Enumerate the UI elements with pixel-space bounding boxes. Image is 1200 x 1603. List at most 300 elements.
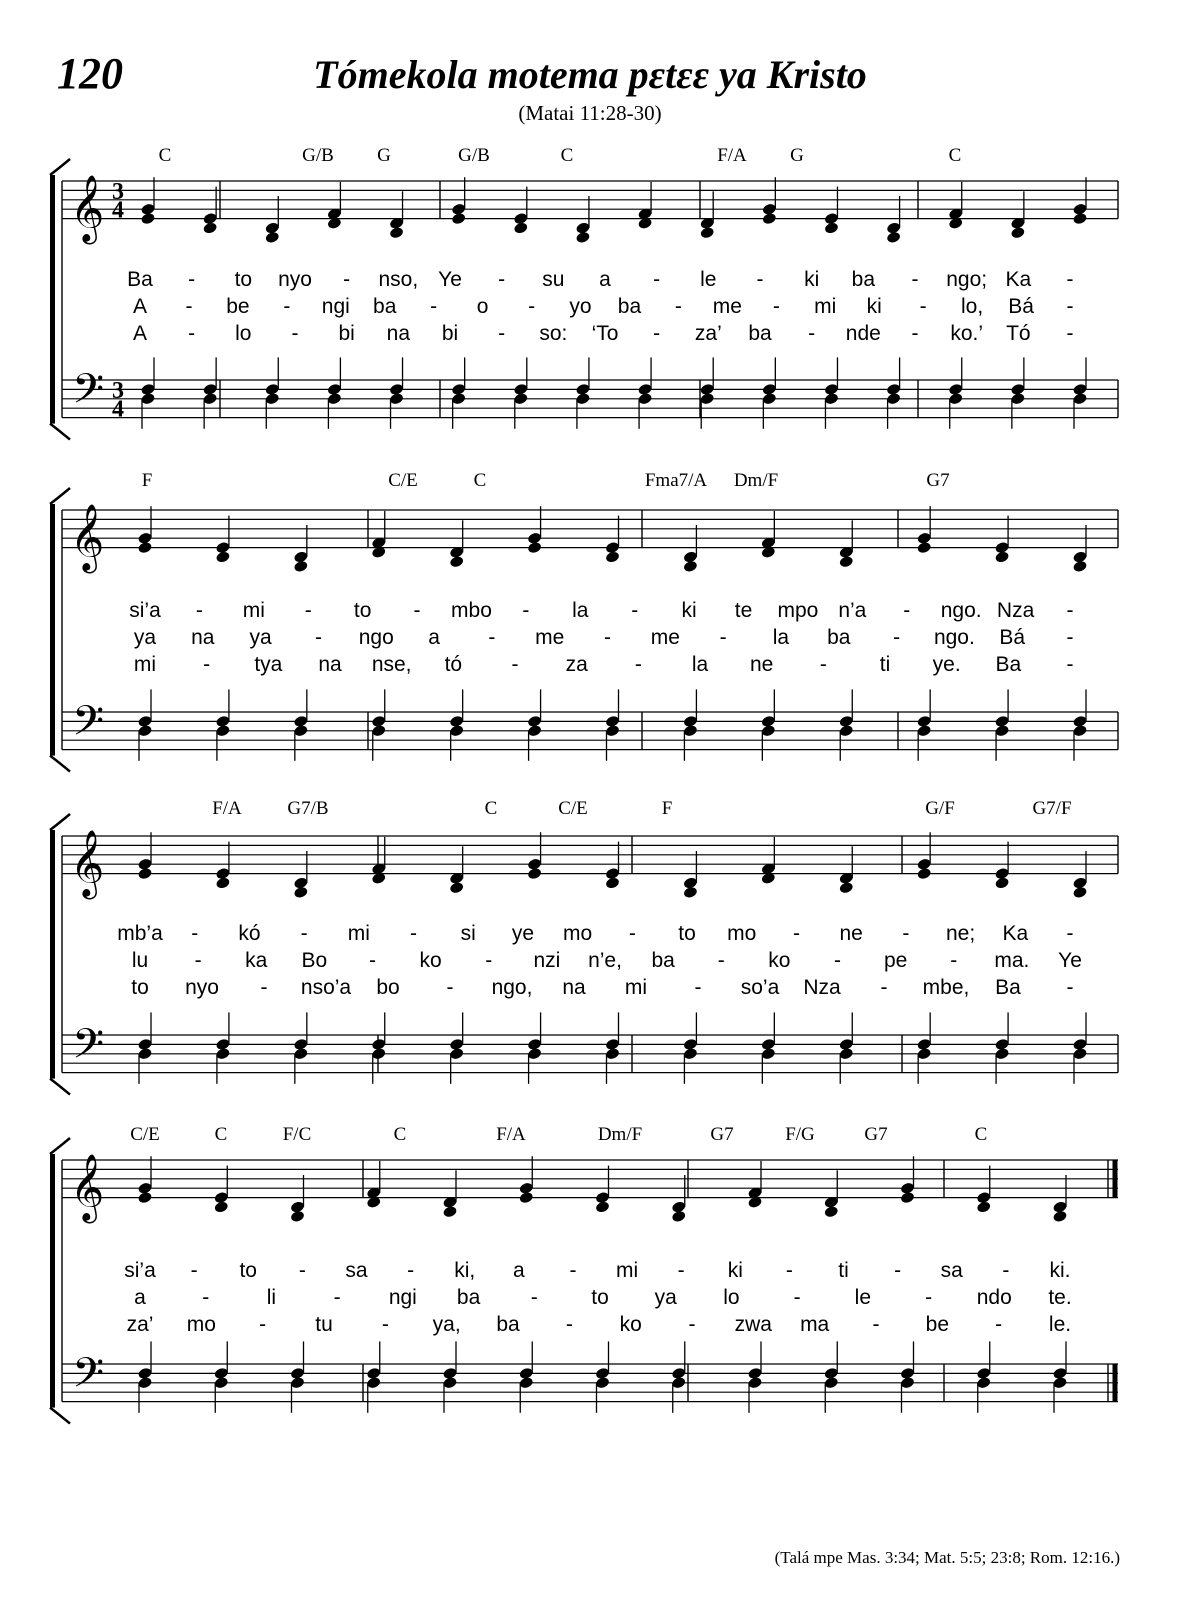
chord-symbol: G7/F (1032, 798, 1072, 819)
lyric-syllable: bi (441, 322, 459, 345)
treble-note (916, 867, 931, 880)
chord-symbol: C/E (130, 1124, 160, 1145)
hymn-title: Tómekola motema pɛtɛɛ ya Kristo (313, 52, 867, 97)
lyric-hyphen: - (511, 653, 519, 676)
treble-note (839, 881, 854, 894)
lyric-hyphen: - (902, 922, 910, 945)
lyric-syllable: ne (839, 922, 863, 945)
lyric-syllable: Ye (438, 268, 462, 291)
lyric-syllable: to (353, 599, 372, 622)
lyric-hyphen: - (950, 949, 958, 972)
chord-symbol: F/A (496, 1124, 526, 1145)
bracket-hook (50, 756, 70, 772)
lyric-syllable: a (512, 1259, 525, 1282)
lyric-syllable: ngo. (933, 626, 975, 649)
lyric-syllable: me (650, 626, 680, 649)
treble-note (824, 221, 839, 234)
bracket-hook (50, 1079, 70, 1095)
treble-note (215, 550, 230, 563)
lyric-syllable: ngi (388, 1286, 417, 1309)
lyric-hyphen: - (995, 1313, 1003, 1336)
treble-note (683, 886, 698, 899)
lyric-hyphen: - (185, 295, 193, 318)
lyric-syllable: to (234, 268, 253, 291)
lyric-syllable: sa (345, 1259, 368, 1282)
lyric-hyphen: - (834, 949, 841, 972)
lyric-hyphen: - (485, 949, 493, 972)
chord-symbol: C (158, 145, 172, 166)
lyric-hyphen: - (792, 922, 800, 945)
lyric-syllable: le. (1048, 1313, 1072, 1336)
lyric-hyphen: - (793, 1286, 801, 1309)
lyric-syllable: me (535, 626, 565, 649)
lyric-syllable: ko.’ (950, 322, 984, 345)
treble-note (976, 1200, 991, 1213)
treble-note (886, 231, 901, 244)
hymn-number: 120 (57, 49, 123, 98)
lyric-syllable: ya (133, 626, 157, 649)
treble-note (214, 1200, 229, 1213)
lyric-hyphen: - (407, 1259, 415, 1282)
lyric-syllable: mi (624, 976, 648, 999)
lyric-syllable: ngo; (946, 268, 988, 291)
lyric-syllable: le (700, 268, 717, 291)
treble-note (451, 212, 466, 225)
treble-clef-icon: 𝄞 (70, 173, 105, 242)
lyric-syllable: mi (615, 1259, 639, 1282)
treble-note (449, 881, 464, 894)
lyric-syllable: ngi (321, 295, 350, 318)
chord-symbol: G7 (864, 1124, 888, 1145)
lyric-syllable: o (476, 295, 489, 318)
lyric-syllable: te. (1048, 1286, 1072, 1309)
lyric-syllable: Ye (1058, 949, 1082, 972)
lyric-syllable: sa (940, 1259, 963, 1282)
lyric-hyphen: - (259, 1313, 267, 1336)
treble-note (994, 550, 1009, 563)
lyric-syllable: to (591, 1286, 609, 1309)
treble-note (683, 560, 698, 573)
lyric-syllable: a (134, 1286, 146, 1309)
system-bracket (50, 1154, 55, 1408)
chord-symbol: F/A (212, 798, 242, 819)
chord-symbol: Fma7/A (644, 470, 708, 491)
treble-note (202, 221, 217, 234)
lyric-hyphen: - (911, 322, 919, 345)
lyric-hyphen: - (919, 295, 927, 318)
treble-note (519, 1191, 534, 1204)
chord-symbol: G/B (302, 145, 334, 166)
lyric-syllable: mi (347, 922, 370, 945)
chord-symbol: C (473, 470, 487, 491)
lyric-hyphen: - (381, 1313, 389, 1336)
treble-note (916, 541, 931, 554)
lyric-syllable: be (226, 295, 250, 318)
lyric-hyphen: - (880, 976, 888, 999)
lyric-syllable: za’ (126, 1313, 154, 1336)
lyric-hyphen: - (190, 1259, 198, 1282)
system-bracket (50, 830, 55, 1079)
lyric-syllable: ba (851, 268, 876, 291)
chord-symbol: C/E (388, 470, 418, 491)
lyric-hyphen: - (191, 922, 199, 945)
bass-clef-icon: 𝄢 (72, 697, 105, 755)
lyric-syllable: ba (827, 626, 851, 649)
treble-note (215, 876, 230, 889)
lyric-syllable: A (132, 322, 148, 345)
lyric-syllable: mo (727, 922, 757, 945)
lyric-syllable: ye. (932, 653, 961, 676)
lyric-hyphen: - (677, 1259, 685, 1282)
lyric-syllable: ti (838, 1259, 849, 1282)
lyric-syllable: n’a (838, 599, 867, 622)
lyric-syllable: ba (651, 949, 675, 972)
chord-symbol: C (484, 798, 498, 819)
lyric-syllable: li (266, 1286, 277, 1309)
footnote-references: (Talá mpe Mas. 3:34; Mat. 5:5; 23:8; Rom. 12:16.) (774, 1548, 1120, 1567)
lyric-syllable: a (428, 626, 440, 649)
treble-clef-icon: 𝄞 (70, 828, 105, 897)
chord-symbol: F/G (785, 1124, 815, 1145)
bracket-hook (50, 424, 70, 440)
lyric-hyphen: - (674, 295, 682, 318)
lyric-syllable: lo, (961, 295, 984, 318)
lyric-syllable: nso, (378, 268, 419, 291)
chord-symbol: G7/B (287, 798, 329, 819)
lyric-syllable: ki (727, 1259, 743, 1282)
chord-symbol: G (790, 145, 804, 166)
chord-symbol: F (141, 470, 153, 491)
lyric-hyphen: - (628, 922, 636, 945)
treble-note (839, 555, 854, 568)
lyric-syllable: n’e, (588, 949, 622, 972)
bass-clef-icon: 𝄢 (72, 1020, 105, 1078)
lyric-hyphen: - (530, 1286, 538, 1309)
lyric-syllable: nyo (185, 976, 219, 999)
lyric-hyphen: - (410, 922, 418, 945)
time-signature-top: 3 (112, 377, 124, 404)
lyric-syllable: tya (254, 653, 283, 676)
lyric-syllable: ne (749, 653, 774, 676)
lyric-syllable: le (854, 1286, 872, 1309)
treble-note (595, 1200, 610, 1213)
lyric-hyphen: - (604, 626, 611, 649)
lyric-syllable: si (460, 922, 476, 945)
treble-note (293, 886, 308, 899)
treble-note (137, 541, 152, 554)
treble-note (671, 1210, 686, 1223)
lyric-syllable: so’a (740, 976, 780, 999)
treble-note (527, 867, 542, 880)
lyric-hyphen: - (1066, 268, 1074, 291)
treble-note (605, 550, 620, 563)
lyric-hyphen: - (333, 1286, 341, 1309)
system-bracket (50, 175, 55, 424)
lyric-syllable: ngo. (940, 599, 982, 622)
lyric-syllable: na (318, 653, 342, 676)
lyric-syllable: mi (133, 653, 157, 676)
lyric-syllable: ngo, (491, 976, 533, 999)
lyric-syllable: mbe, (922, 976, 970, 999)
treble-note (265, 231, 280, 244)
scripture-reference: (Matai 11:28-30) (518, 101, 662, 125)
lyric-syllable: ndo (976, 1286, 1012, 1309)
lyric-hyphen: - (260, 976, 268, 999)
system-bracket (50, 504, 55, 756)
bracket-hook (50, 1138, 70, 1154)
chord-symbol: G (377, 145, 391, 166)
lyric-syllable: ma (800, 1313, 830, 1336)
lyric-syllable: lo (235, 322, 252, 345)
system-4 (50, 1124, 1118, 1424)
lyric-syllable: te (734, 599, 753, 622)
lyric-hyphen: - (1002, 1259, 1010, 1282)
lyric-syllable: na (386, 322, 411, 345)
lyric-syllable: me (712, 295, 742, 318)
lyric-syllable: na (191, 626, 215, 649)
lyric-syllable: si’a (124, 1259, 156, 1282)
lyric-hyphen: - (1066, 322, 1074, 345)
lyric-syllable: Nza (996, 599, 1035, 622)
lyric-hyphen: - (653, 268, 661, 291)
lyric-syllable: ko (419, 949, 442, 972)
treble-note (900, 1191, 915, 1204)
chord-symbol: F (661, 798, 673, 819)
lyric-syllable: Ba (995, 976, 1021, 999)
chord-symbol: Dm/F (733, 470, 779, 491)
lyric-syllable: mi (242, 599, 265, 622)
system-3 (50, 798, 1118, 1095)
treble-note (575, 231, 590, 244)
lyric-hyphen: - (1066, 295, 1074, 318)
chord-symbol: F/C (282, 1124, 312, 1145)
lyric-syllable: ya (654, 1286, 677, 1309)
lyric-hyphen: - (1066, 653, 1074, 676)
lyric-hyphen: - (893, 626, 901, 649)
lyric-hyphen: - (498, 268, 506, 291)
lyric-hyphen: - (1066, 976, 1074, 999)
bass-clef-icon: 𝄢 (72, 1349, 105, 1407)
lyric-syllable: za’ (694, 322, 722, 345)
lyric-syllable: su (542, 268, 565, 291)
lyric-syllable: be (925, 1313, 950, 1336)
treble-note (140, 212, 155, 225)
treble-note (1072, 212, 1087, 225)
lyric-syllable: ti (879, 653, 891, 676)
treble-note (449, 555, 464, 568)
lyric-syllable: to (131, 976, 149, 999)
lyric-hyphen: - (1066, 599, 1074, 622)
lyric-hyphen: - (203, 653, 211, 676)
bracket-hook (50, 159, 70, 175)
time-signature-top: 3 (112, 178, 124, 205)
lyric-hyphen: - (653, 322, 661, 345)
chord-symbol: F/A (717, 145, 747, 166)
lyric-hyphen: - (300, 922, 308, 945)
treble-note (290, 1210, 305, 1223)
treble-note (1072, 560, 1087, 573)
lyric-syllable: nde (845, 322, 881, 345)
chord-symbol: C (393, 1124, 407, 1145)
lyric-hyphen: - (498, 322, 506, 345)
lyric-hyphen: - (808, 322, 816, 345)
lyric-syllable: bi (338, 322, 355, 345)
lyric-hyphen: - (903, 599, 911, 622)
lyric-syllable: ko (619, 1313, 642, 1336)
lyric-syllable: tó (444, 653, 463, 676)
lyric-hyphen: - (369, 949, 376, 972)
lyric-syllable: ‘To (591, 322, 619, 345)
treble-note (605, 876, 620, 889)
lyric-syllable: mbo (451, 599, 492, 622)
lyric-syllable: Bo (301, 949, 328, 972)
lyric-syllable: lu (131, 949, 149, 972)
lyric-hyphen: - (1066, 626, 1074, 649)
lyric-syllable: mb’a (117, 922, 163, 945)
lyric-syllable: to (239, 1259, 257, 1282)
lyric-hyphen: - (872, 1313, 880, 1336)
treble-note (762, 212, 777, 225)
treble-clef-icon: 𝄞 (70, 1152, 105, 1221)
bracket-hook (50, 488, 70, 504)
lyric-hyphen: - (772, 295, 780, 318)
lyric-hyphen: - (194, 949, 202, 972)
lyric-hyphen: - (785, 1259, 793, 1282)
lyric-hyphen: - (819, 653, 827, 676)
system-1 (50, 145, 1118, 440)
lyric-hyphen: - (188, 322, 196, 345)
lyric-syllable: ba (496, 1313, 520, 1336)
lyric-syllable: nzi (533, 949, 561, 972)
bass-clef-icon: 𝄢 (72, 365, 105, 423)
lyric-syllable: mo (186, 1313, 216, 1336)
lyric-syllable: Tó (1006, 322, 1031, 345)
lyric-hyphen: - (202, 1286, 210, 1309)
lyric-syllable: ya, (432, 1313, 461, 1336)
chord-symbol: C (214, 1124, 228, 1145)
lyric-syllable: ki. (1049, 1259, 1071, 1282)
lyric-hyphen: - (634, 653, 642, 676)
lyric-syllable: ko (768, 949, 791, 972)
lyric-hyphen: - (688, 1313, 696, 1336)
lyric-syllable: A (132, 295, 148, 318)
lyric-hyphen: - (528, 295, 536, 318)
lyric-hyphen: - (911, 268, 919, 291)
lyric-hyphen: - (283, 295, 291, 318)
lyric-hyphen: - (717, 949, 725, 972)
lyric-syllable: Bá (1008, 295, 1034, 318)
lyric-syllable: lo (723, 1286, 740, 1309)
treble-note (699, 226, 714, 239)
chord-symbol: Dm/F (597, 1124, 643, 1145)
lyric-hyphen: - (304, 599, 312, 622)
treble-note (1010, 226, 1025, 239)
lyric-syllable: ba (748, 322, 772, 345)
lyric-hyphen: - (446, 976, 454, 999)
lyric-hyphen: - (756, 268, 764, 291)
lyric-hyphen: - (430, 295, 438, 318)
lyric-syllable: Ba (127, 268, 153, 291)
lyric-syllable: nyo (278, 268, 312, 291)
lyric-syllable: ngo (358, 626, 394, 649)
lyric-syllable: a (599, 268, 611, 291)
chord-symbol: G/F (925, 798, 955, 819)
lyric-syllable: yo (569, 295, 592, 318)
treble-note (1052, 1210, 1067, 1223)
lyric-syllable: ya (249, 626, 272, 649)
lyric-syllable: ne; (945, 922, 976, 945)
chord-symbol: G7 (710, 1124, 734, 1145)
lyric-syllable: nso’a (300, 976, 352, 999)
system-2 (50, 470, 1118, 772)
treble-clef-icon: 𝄞 (70, 502, 105, 571)
lyric-syllable: mpo (777, 599, 819, 622)
lyric-syllable: la (772, 626, 790, 649)
treble-note (389, 226, 404, 239)
chord-symbol: C (560, 145, 574, 166)
lyric-syllable: Bá (999, 626, 1026, 649)
lyric-syllable: ba (373, 295, 397, 318)
lyric-syllable: mi (814, 295, 837, 318)
lyric-hyphen: - (343, 268, 351, 291)
lyric-syllable: ki (804, 268, 820, 291)
lyric-syllable: Nza (803, 976, 841, 999)
lyric-hyphen: - (522, 599, 530, 622)
treble-note (293, 560, 308, 573)
lyric-hyphen: - (314, 626, 322, 649)
lyric-syllable: Ka (1005, 268, 1032, 291)
lyric-hyphen: - (1066, 922, 1074, 945)
lyric-syllable: to (678, 922, 696, 945)
treble-note (994, 876, 1009, 889)
lyric-syllable: ka (245, 949, 268, 972)
lyric-syllable: nse, (371, 653, 412, 676)
treble-note (137, 1191, 152, 1204)
lyric-syllable: Ba (995, 653, 1022, 676)
chord-symbol: G/B (458, 145, 490, 166)
lyric-syllable: bo (376, 976, 400, 999)
lyric-hyphen: - (925, 1286, 933, 1309)
lyric-syllable: ki, (454, 1259, 476, 1282)
lyric-syllable: Ka (1002, 922, 1029, 945)
lyric-hyphen: - (719, 626, 727, 649)
bracket-hook (50, 1408, 70, 1424)
chord-symbol: C (974, 1124, 988, 1145)
lyric-syllable: kó (238, 922, 261, 945)
treble-note (1072, 886, 1087, 899)
chord-symbol: C/E (558, 798, 588, 819)
lyric-hyphen: - (413, 599, 421, 622)
lyric-syllable: ba (617, 295, 642, 318)
lyric-syllable: za (565, 653, 588, 676)
lyric-syllable: so: (539, 322, 568, 345)
lyric-syllable: tu (315, 1313, 333, 1336)
lyric-hyphen: - (298, 1259, 306, 1282)
lyric-hyphen: - (569, 1259, 577, 1282)
lyric-syllable: na (562, 976, 586, 999)
lyric-syllable: ki (681, 599, 697, 622)
lyric-syllable: ma. (994, 949, 1030, 972)
chord-symbol: C (948, 145, 962, 166)
lyric-syllable: mo (563, 922, 593, 945)
lyric-syllable: ba (456, 1286, 481, 1309)
chord-symbol: G7 (926, 470, 950, 491)
lyric-syllable: si’a (129, 599, 161, 622)
time-signature-bottom: 4 (112, 197, 124, 224)
lyric-hyphen: - (195, 599, 203, 622)
treble-note (824, 1205, 839, 1218)
lyric-syllable: ki (866, 295, 882, 318)
